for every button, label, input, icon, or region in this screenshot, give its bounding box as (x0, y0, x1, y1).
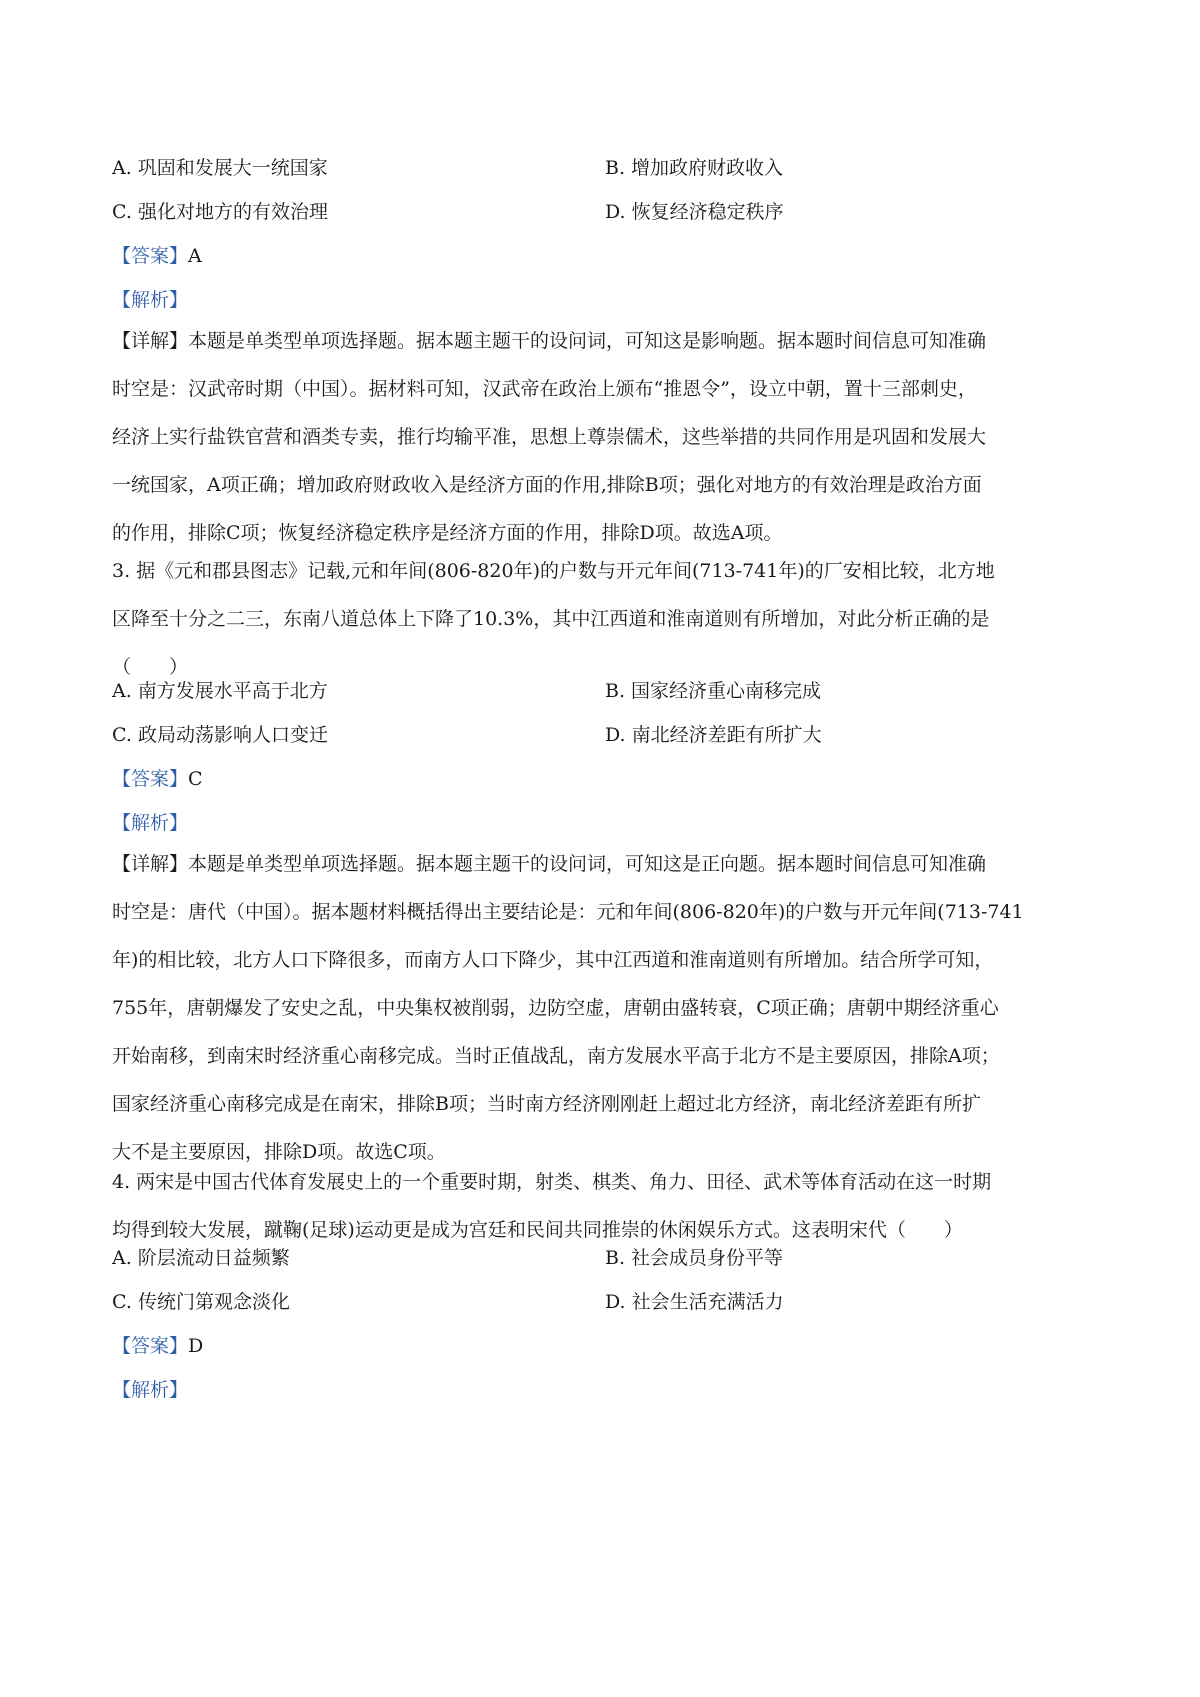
q2-option-b: B. 增加政府财政收入 (605, 157, 784, 179)
answer-value: D (188, 1335, 204, 1357)
q3-answer (112, 766, 203, 792)
q2-option-a: A. 巩固和发展大一统国家 (112, 157, 328, 179)
stem-line: （ ） (112, 656, 189, 678)
detail-line: 开始南移，到南宋时经济重心南移完成。当时正值战乱，南方发展水平高于北方不是主要原因，排除A项； (112, 1045, 1000, 1067)
stem-line: 4. 两宋是中国古代体育发展史上的一个重要时期，射类、棋类、角力、田径、武术等体育活动在这一时期 (112, 1171, 992, 1193)
detail-line: 【详解】本题是单类型单项选择题。据本题主题干的设问词，可知这是正向题。据本题时间信息可知准确 (112, 853, 987, 875)
q3-analysis (112, 810, 188, 836)
detail-line: 经济上实行盐铁官营和酒类专卖，推行均输平准，思想上尊崇儒术，这些举措的共同作用是巩固和发展大 (112, 426, 987, 448)
detail-line: 时空是：唐代（中国）。据本题材料概括得出主要结论是：元和年间(806-820年)的户数与开元年间(713-741 (112, 901, 1024, 923)
q4-option-b: B. 社会成员身份平等 (605, 1247, 784, 1269)
detail-line: 一统国家，A项正确；增加政府财政收入是经济方面的作用,排除B项；强化对地方的有效治理是政治方面 (112, 474, 982, 496)
analysis-tag: 【解析】 (112, 1379, 189, 1401)
q2-analysis (112, 287, 188, 313)
detail-line: 国家经济重心南移完成是在南宋，排除B项；当时南方经济刚刚赶上超过北方经济，南北经济差距有所扩 (112, 1093, 981, 1115)
q3-option-c: C. 政局动荡影响人口变迁 (112, 724, 328, 746)
q3-option-b: B. 国家经济重心南移完成 (605, 680, 822, 702)
q4-option-a: A. 阶层流动日益频繁 (112, 1247, 290, 1269)
q4-option-d: D. 社会生活充满活力 (605, 1291, 784, 1313)
stem-line: 均得到较大发展，蹴鞠(足球)运动更是成为宫廷和民间共同推崇的休闲娱乐方式。这表明宋代（ ） (112, 1219, 963, 1241)
q4-option-c: C. 传统门第观念淡化 (112, 1291, 290, 1313)
q2-option-c: C. 强化对地方的有效治理 (112, 201, 328, 223)
q2-detail (112, 317, 1092, 557)
detail-tag: 【详解】 (112, 853, 189, 875)
answer-value: A (188, 245, 202, 267)
detail-line: 时空是：汉武帝时期（中国）。据材料可知，汉武帝在政治上颁布“推恩令”，设立中朝，置十三部刺史， (112, 378, 977, 400)
answer-value: C (188, 768, 203, 790)
analysis-tag: 【解析】 (112, 289, 189, 311)
q4-analysis (112, 1377, 188, 1403)
detail-line: 年)的相比较，北方人口下降很多，而南方人口下降少，其中江西道和淮南道则有所增加。结合所学可知， (112, 949, 994, 971)
detail-line: 755年，唐朝爆发了安史之乱，中央集权被削弱，边防空虚，唐朝由盛转衰，C项正确；唐朝中期经济重心 (112, 997, 999, 1019)
q2-option-d: D. 恢复经济稳定秩序 (605, 201, 784, 223)
detail-line: 的作用，排除C项；恢复经济稳定秩序是经济方面的作用，排除D项。故选A项。 (112, 522, 783, 544)
analysis-tag: 【解析】 (112, 812, 189, 834)
q4-answer (112, 1333, 203, 1359)
stem-line: 区降至十分之二三，东南八道总体上下降了10.3%，其中江西道和淮南道则有所增加，对此分析正确的是 (112, 608, 990, 630)
detail-tag: 【详解】 (112, 330, 189, 352)
q3-detail (112, 840, 1092, 1176)
answer-tag: 【答案】 (112, 245, 189, 267)
q3-option-a: A. 南方发展水平高于北方 (112, 680, 328, 702)
q2-answer (112, 243, 202, 269)
answer-tag: 【答案】 (112, 768, 189, 790)
detail-line: 大不是主要原因，排除D项。故选C项。 (112, 1141, 446, 1163)
answer-tag: 【答案】 (112, 1335, 189, 1357)
q3-stem (112, 547, 1092, 691)
q4-stem (112, 1158, 1092, 1254)
stem-line: 3. 据《元和郡县图志》记载,元和年间(806-820年)的户数与开元年间(713-741年)的厂安相比较，北方地 (112, 560, 995, 582)
q3-option-d: D. 南北经济差距有所扩大 (605, 724, 822, 746)
detail-line: 【详解】本题是单类型单项选择题。据本题主题干的设问词，可知这是影响题。据本题时间信息可知准确 (112, 330, 987, 352)
